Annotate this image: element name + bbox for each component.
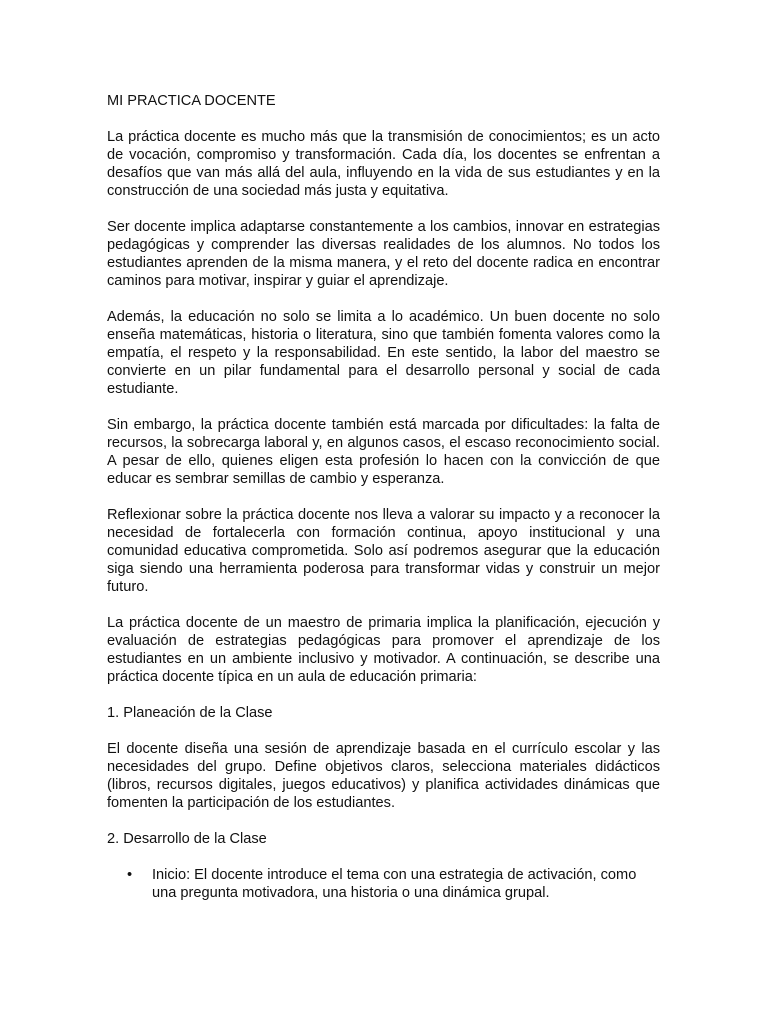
paragraph-6: La práctica docente de un maestro de primaria implica la planificación, ejecución y evaluación de estrategias pedagógicas para promover el aprendizaje de los estudiantes en un ambiente inclusivo y motivador. A continuación, se describe una práctica docente típica en un aula de educación primaria: (107, 615, 660, 685)
paragraph-4: Sin embargo, la práctica docente también está marcada por dificultades: la falta de recursos, la sobrecarga laboral y, en algunos casos, el escaso reconocimiento social. A pesar de ello, quienes eligen esta profesión lo hacen con la convicción de que educar es sembrar semillas de cambio y esperanza. (107, 417, 660, 487)
paragraph-3: Además, la educación no solo se limita a lo académico. Un buen docente no solo enseña matemáticas, historia o literatura, sino que también fomenta valores como la empatía, el respeto y la responsabilidad. En este sentido, la labor del maestro se convierte en un pilar fundamental para el desarrollo personal y social de cada estudiante. (107, 309, 660, 397)
document-title: MI PRACTICA DOCENTE (107, 93, 276, 109)
list-item-text: Inicio: El docente introduce el tema con una estrategia de activación, como una pregunta motivadora, una historia o una dinámica grupal. (152, 867, 637, 901)
section-1-heading: 1. Planeación de la Clase (107, 705, 273, 721)
paragraph-2: Ser docente implica adaptarse constantemente a los cambios, innovar en estrategias pedagógicas y comprender las diversas realidades de los alumnos. No todos los estudiantes aprenden de la misma manera, y el reto del docente radica en encontrar caminos para motivar, inspirar y guiar el aprendizaje. (107, 219, 660, 289)
section-1-body: El docente diseña una sesión de aprendizaje basada en el currículo escolar y las necesidades del grupo. Define objetivos claros, selecciona materiales didácticos (libros, recursos digitales, juegos educativos) y planifica actividades dinámicas que fomenten la participación de los estudiantes. (107, 741, 660, 811)
document-body (107, 92, 660, 902)
paragraph-1: La práctica docente es mucho más que la transmisión de conocimientos; es un acto de vocación, compromiso y transformación. Cada día, los docentes se enfrentan a desafíos que van más allá del aula, influyendo en la vida de sus estudiantes y en la construcción de una sociedad más justa y equitativa. (107, 129, 660, 199)
section-2-list (107, 866, 660, 902)
list-item (127, 866, 660, 902)
bullet-icon: • (127, 867, 133, 883)
paragraph-5: Reflexionar sobre la práctica docente nos lleva a valorar su impacto y a reconocer la necesidad de fortalecerla con formación continua, apoyo institucional y una comunidad educativa comprometida. Solo así podremos asegurar que la educación siga siendo una herramienta poderosa para transformar vidas y construir un mejor futuro. (107, 507, 660, 595)
section-2-heading: 2. Desarrollo de la Clase (107, 831, 267, 847)
